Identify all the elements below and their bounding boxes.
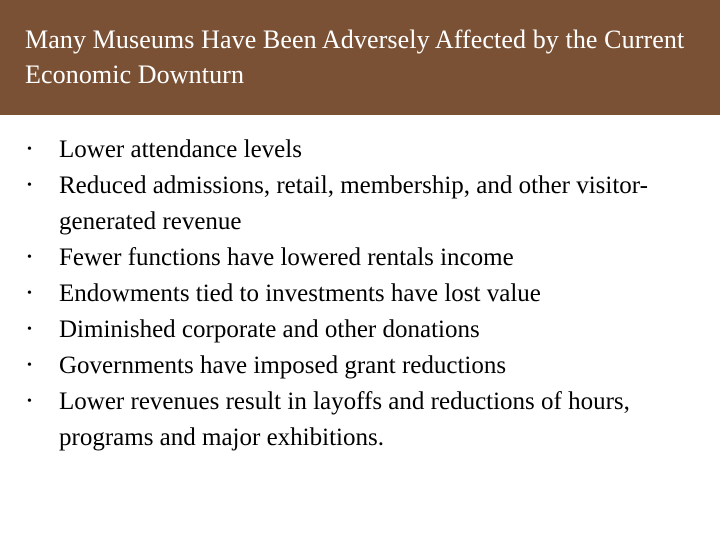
- bullet-icon: •: [27, 322, 32, 337]
- bullet-text: Reduced admissions, retail, membership, and other visitor-generated revenue: [59, 172, 648, 235]
- bullet-item: [27, 168, 697, 240]
- bullet-text: Endowments tied to investments have lost value: [59, 280, 541, 307]
- bullet-item: [27, 132, 697, 168]
- bullet-item: [27, 240, 697, 276]
- bullet-text: Lower attendance levels: [59, 136, 302, 163]
- bullet-icon: •: [27, 286, 32, 301]
- bullet-icon: •: [27, 394, 32, 409]
- bullet-item: [27, 384, 697, 456]
- bullet-text: Diminished corporate and other donations: [59, 316, 480, 343]
- bullet-list: [27, 132, 697, 456]
- title-bar: [0, 0, 720, 115]
- bullet-icon: •: [27, 250, 32, 265]
- bullet-icon: •: [27, 178, 32, 193]
- bullet-item: [27, 276, 697, 312]
- bullet-icon: •: [27, 358, 32, 373]
- bullet-text: Lower revenues result in layoffs and reductions of hours, programs and major exhibitions.: [59, 388, 630, 451]
- bullet-icon: •: [27, 142, 32, 157]
- bullet-item: [27, 348, 697, 384]
- bullet-item: [27, 312, 697, 348]
- bullet-text: Fewer functions have lowered rentals income: [59, 244, 514, 271]
- bullet-text: Governments have imposed grant reductions: [59, 352, 507, 379]
- slide-title: Many Museums Have Been Adversely Affected by the Current Economic Downturn: [25, 25, 685, 89]
